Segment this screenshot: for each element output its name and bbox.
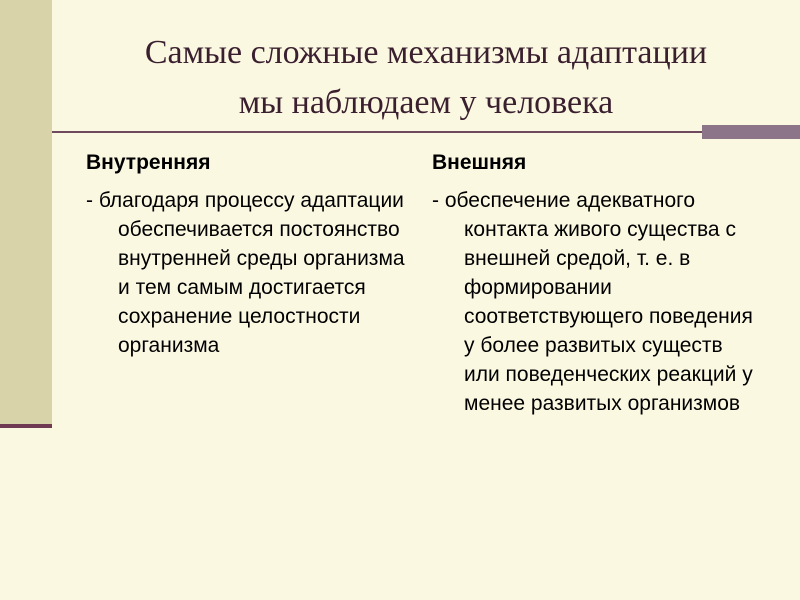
title-divider-accent [702,125,800,139]
title-divider-thin [52,131,800,133]
side-accent-band [0,0,52,428]
internal-text: - благодаря процессу адаптации обеспечивается постоянство внутренней среды организма и тем самым достигается сохранение целостности организма [86,189,405,357]
internal-adaptation-column [86,148,416,360]
side-band-divider [0,424,52,428]
title-divider [52,130,800,133]
title-line-1: Самые сложные механизмы адаптации [144,34,708,71]
title-line-2: мы наблюдаем у человека [238,84,614,121]
external-adaptation-column [432,148,762,418]
internal-heading: Внутренняя [86,151,211,174]
external-text: - обеспечение адекватного контакта живого существа с внешней средой, т. е. в формировании соответствующего поведения у более развитых существ или поведенческих реакций у менее развитых организмов [432,189,753,415]
external-heading: Внешняя [432,151,527,174]
slide-title [52,28,800,128]
